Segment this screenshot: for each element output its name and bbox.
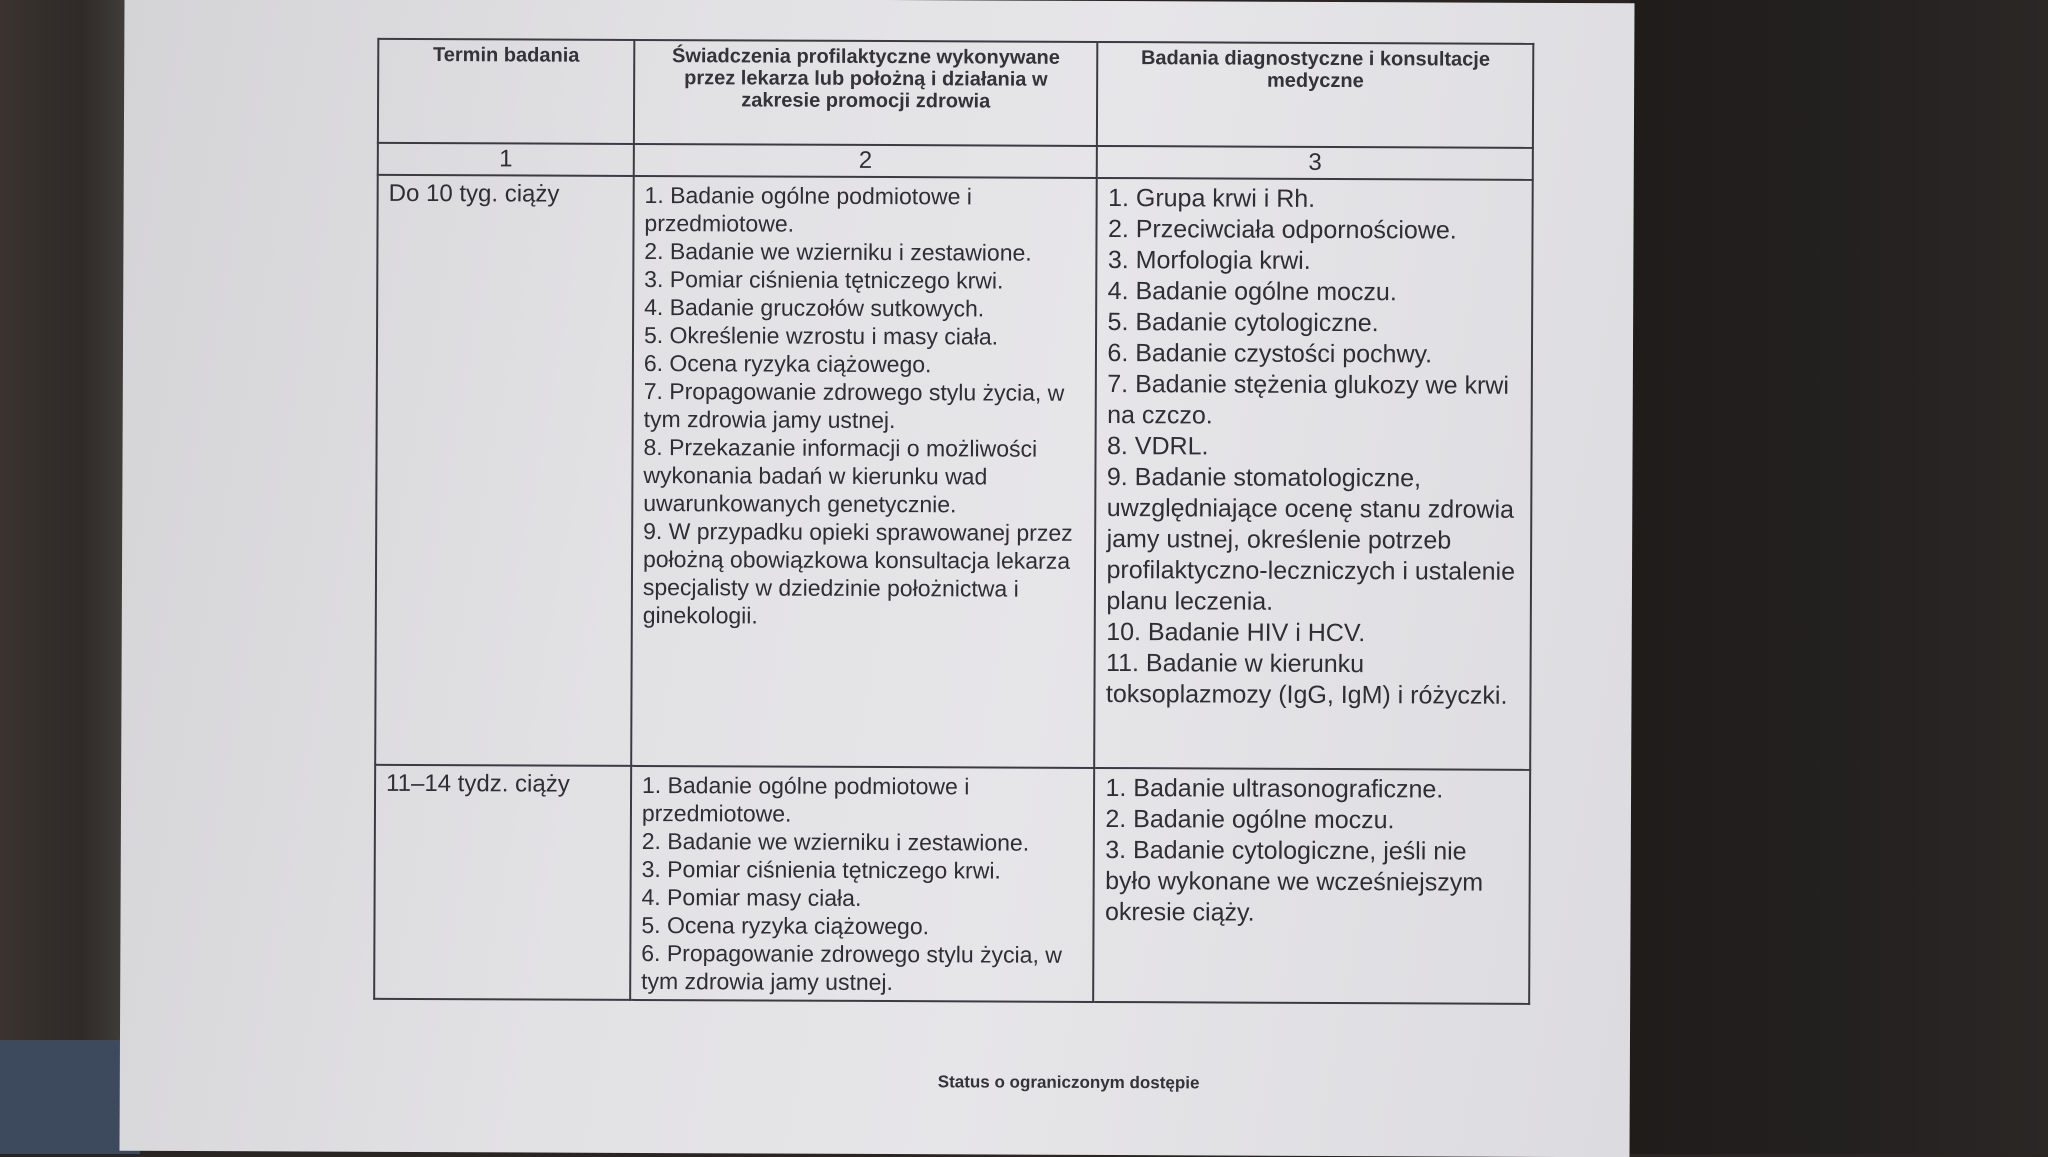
list-item: 9. Badanie stomatologiczne, uwzględniające ocenę stanu zdrowia jamy ustnej, określenie potrzeb profilaktyczno-leczniczych i ustalenie planu leczenia.: [1106, 463, 1516, 616]
list-item: 7. Propagowanie zdrowego stylu życia, w tym zdrowia jamy ustnej.: [643, 377, 1065, 434]
list-item: 6. Ocena ryzyka ciążowego.: [643, 349, 932, 378]
list-item: 1. Badanie ultrasonograficzne.: [1105, 773, 1444, 804]
diagnostics-cell: [1094, 768, 1531, 1004]
table-row: [375, 175, 1533, 770]
background-left: [0, 0, 135, 1154]
list-item: 3. Pomiar ciśnienia tętniczego krwi.: [641, 855, 1001, 884]
list-item: 5. Badanie cytologiczne.: [1107, 308, 1379, 338]
list-item: 9. W przypadku opieki sprawowanej przez położną obowiązkowa konsultacja lekarza specjalisty w dziedzinie położnictwa i ginekologii.: [642, 517, 1073, 629]
list-item: 3. Pomiar ciśnienia tętniczego krwi.: [644, 265, 1004, 294]
list-item: 8. VDRL.: [1106, 432, 1209, 461]
list-item: 11. Badanie w kierunku toksoplazmozy (IgG, IgM) i różyczki.: [1105, 649, 1508, 710]
background-right: [1630, 0, 2048, 1154]
term-cell: 11–14 tydz. ciąży: [374, 765, 631, 1000]
column-number: 3: [1097, 146, 1533, 180]
list-item: 10. Badanie HIV i HCV.: [1106, 618, 1366, 648]
header-services: Świadczenia profilaktyczne wykonywane przez lekarza lub położną i działania w zakresie promocji zdrowia: [634, 40, 1098, 146]
column-number: 2: [634, 144, 1098, 178]
diagnostics-cell: [1095, 178, 1533, 770]
list-item: 1. Badanie ogólne podmiotowe i przedmiotowe.: [644, 181, 972, 237]
list-item: 1. Grupa krwi i Rh.: [1108, 184, 1316, 213]
list-item: 4. Pomiar masy ciała.: [641, 883, 862, 911]
list-item: 1. Badanie ogólne podmiotowe i przedmiotowe.: [641, 771, 970, 827]
list-item: 2. Przeciwciała odpornościowe.: [1107, 215, 1457, 245]
list-item: 4. Badanie ogólne moczu.: [1107, 277, 1397, 307]
list-item: 6. Propagowanie zdrowego stylu życia, w tym zdrowia jamy ustnej.: [641, 939, 1062, 996]
list-item: 8. Przekazanie informacji o możliwości wykonania badań w kierunku wad uwarunkowanych genetycznie.: [643, 433, 1038, 518]
list-item: 5. Ocena ryzyka ciążowego.: [641, 911, 930, 940]
header-diagnostics: Badania diagnostyczne i konsultacje medyczne: [1097, 42, 1533, 148]
list-item: 3. Morfologia krwi.: [1107, 246, 1311, 275]
services-list: [643, 181, 1086, 631]
list-item: 3. Badanie cytologiczne, jeśli nie było wykonane we wcześniejszym okresie ciąży.: [1104, 835, 1484, 927]
list-item: 2. Badanie ogólne moczu.: [1105, 804, 1395, 835]
column-number: 1: [378, 143, 634, 176]
services-list: [641, 771, 1084, 997]
services-cell: [630, 766, 1095, 1002]
diagnostics-list: [1105, 773, 1519, 930]
list-item: 7. Badanie stężenia glukozy we krwi na czczo.: [1107, 370, 1509, 430]
prenatal-care-table: [373, 38, 1534, 1005]
column-number-row: [378, 143, 1533, 180]
header-row: [378, 39, 1533, 148]
paper-sheet: [119, 0, 1634, 1157]
diagnostics-list: [1106, 183, 1522, 712]
list-item: 4. Badanie gruczołów sutkowych.: [644, 293, 985, 322]
list-item: 6. Badanie czystości pochwy.: [1107, 339, 1433, 369]
services-cell: [631, 176, 1097, 768]
list-item: 5. Określenie wzrostu i masy ciała.: [643, 321, 999, 350]
table-row: [374, 765, 1530, 1004]
list-item: 2. Badanie we wzierniku i zestawione.: [644, 237, 1032, 266]
list-item: 2. Badanie we wzierniku i zestawione.: [641, 827, 1030, 856]
header-term: Termin badania: [378, 39, 634, 144]
term-cell: Do 10 tyg. ciąży: [375, 175, 633, 766]
status-footer: Status o ograniczonym dostępie: [937, 1072, 1200, 1093]
